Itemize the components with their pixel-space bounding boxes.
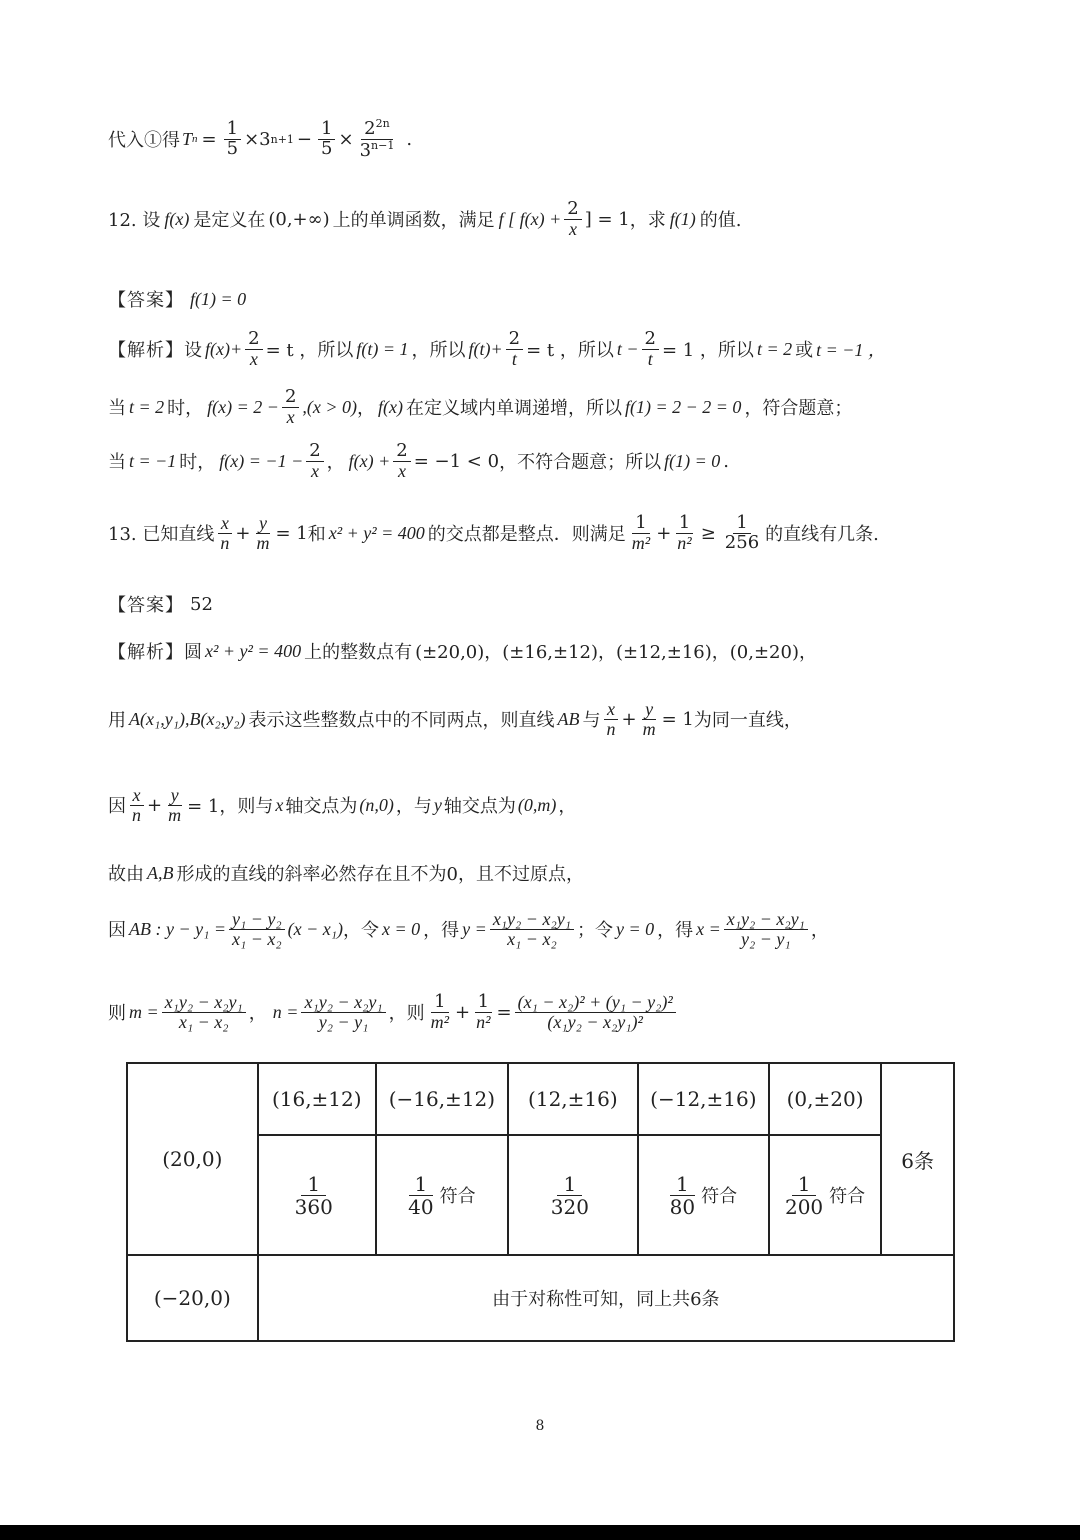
fraction: $\frac{2^{2n}}{3^{n-1}}$	[359, 117, 395, 161]
question-13-analysis-line-1: 【解析】 圆 x² + y² = 400 上的整数点有 (±20,0)，(±16,±12)，(±12,±16)，(0,±20)，	[108, 640, 817, 663]
fraction: $\frac{\text{x₁y₂ − x₂y₁}}{\text{y₂ − y₁}}$	[301, 993, 385, 1032]
fraction: $\frac{1}{320}$	[550, 1171, 589, 1219]
question-12-answer: 【答案】 f(1) = 0	[108, 288, 247, 311]
question-13: 13. 已知直线 $\frac{x}{n}$ + $\frac{y}{m}$ = 1 和 x² + y² = 400 的交点都是整点．则满足 $\frac{1}{\text{m²}}$ + $\frac{1}{\text{n²}}$ ≥ $\frac{1}{256}$ 的直线有几条.	[108, 512, 879, 553]
row-label: (20,0)	[127, 1063, 258, 1255]
header-cell: (0,±20)	[769, 1063, 881, 1135]
fraction: $\frac{2}{x}$	[282, 388, 299, 427]
fraction: $\frac{\text{(x₁ − x₂)² + (y₁ − y₂)²}}{\text{(x₁y₂ − x₂y₁)²}}$	[515, 993, 676, 1032]
bottom-bar	[0, 1525, 1080, 1540]
fraction: $\frac{1}{\text{m²}}$	[631, 512, 651, 553]
fraction: $\frac{1}{\text{n²}}$	[677, 512, 692, 553]
fraction: $\frac{1}{\text{n²}}$	[476, 991, 491, 1032]
table-row	[127, 1255, 954, 1341]
value-cell: $\frac{1}{40}$ 符合	[376, 1135, 508, 1255]
question-12-analysis-line-3: 当 t = −1 时， f(x) = −1 − $\frac{2}{x}$ ， f(x) + $\frac{2}{x}$ = −1 < 0 ，不符合题意；所以 f(1) = 0 .	[108, 440, 729, 481]
fraction: $\frac{y}{m}$	[642, 699, 656, 739]
fraction: $\frac{1}{5}$	[224, 120, 241, 159]
fraction: $\frac{1}{5}$	[318, 120, 335, 159]
header-cell: (12,±16)	[508, 1063, 638, 1135]
value-cell	[258, 1135, 376, 1255]
fraction: $\frac{\text{x₁y₂ − x₂y₁}}{\text{x₁ − x₂}}$	[162, 993, 246, 1032]
fraction: $\frac{y}{m}$	[256, 513, 270, 553]
solution-table	[126, 1062, 955, 1342]
header-cell: (16,±12)	[258, 1063, 376, 1135]
fraction: $\frac{1}{40}$	[408, 1171, 434, 1219]
fraction: $\frac{1}{200}$	[784, 1171, 824, 1219]
fraction: $\frac{\text{x₁y₂ − x₂y₁}}{\text{y₂ − y₁}}$	[724, 910, 808, 949]
count-cell: 6条	[881, 1063, 954, 1255]
fraction: $\frac{2}{x}$	[245, 330, 262, 369]
fraction: $\frac{x}{n}$	[603, 700, 618, 739]
fraction: $\frac{y}{m}$	[168, 785, 182, 825]
fraction: $\frac{2}{x}$	[564, 200, 581, 239]
fraction: $\frac{1}{360}$	[294, 1171, 333, 1219]
header-cell: (−16,±12)	[376, 1063, 508, 1135]
value-cell: $\frac{1}{200}$ 符合	[769, 1135, 881, 1255]
question-12-analysis-line-2: 当 t = 2 时， f(x) = 2 − $\frac{2}{x}$ ,(x > 0) ， f(x) 在定义域内单调递增，所以 f(1) = 2 − 2 = 0 ，符合题意；	[108, 386, 853, 427]
fraction: $\frac{1}{80}$	[669, 1171, 696, 1219]
value-cell: $\frac{1}{80}$ 符合	[638, 1135, 769, 1255]
question-13-analysis-line-2: 用 A(x₁,y₁),B(x₂,y₂) 表示这些整数点中的不同两点，则直线 AB 与 $\frac{x}{n}$ + $\frac{y}{m}$ = 1 为同一直线，	[108, 699, 802, 739]
question-13-analysis-line-6: 则 m = $\frac{\text{x₁y₂ − x₂y₁}}{\text{x₁ − x₂}}$ ， n = $\frac{\text{x₁y₂ − x₂y₁}}{\text{y₂ − y₁}}$ ，则 $\frac{1}{\text{m²}}$ + $\frac{1}{\text{n²}}$ = $\frac{\text{(x₁ − x₂)² + (y₁ − y₂)²}}{\text{(x₁y₂ − x₂y₁)²}}$	[108, 993, 679, 1032]
fraction: $\frac{x}{n}$	[129, 786, 144, 825]
fraction: $\frac{2}{t}$	[506, 330, 523, 369]
fraction: $\frac{2}{x}$	[306, 442, 323, 481]
table-row	[127, 1063, 954, 1135]
row-label: (−20,0)	[127, 1255, 258, 1341]
symmetry-note: 由于对称性可知，同上共6条	[258, 1255, 954, 1341]
question-13-analysis-line-4: 故由 A,B 形成的直线的斜率必然存在且不为0，且不过原点，	[108, 862, 584, 885]
question-13-answer: 【答案】 52	[108, 593, 213, 616]
value-cell	[508, 1135, 638, 1255]
fraction: $\frac{2}{t}$	[642, 330, 659, 369]
question-12: 12. 设 f(x) 是定义在 (0,+∞) 上的单调函数，满足 f [ f(x) + $\frac{2}{x}$ ] = 1 ，求 f(1) 的值.	[108, 198, 742, 239]
page-number: 8	[535, 1418, 545, 1434]
header-cell: (−12,±16)	[638, 1063, 769, 1135]
fraction: $\frac{x}{n}$	[217, 514, 232, 553]
fraction: $\frac{1}{\text{m²}}$	[430, 991, 449, 1032]
fraction: $\frac{1}{256}$	[724, 512, 760, 553]
question-13-analysis-line-3: 因 $\frac{x}{n}$ + $\frac{y}{m}$ = 1，则与 x 轴交点为 (n,0) ，与 y 轴交点为 (0,m) ，	[108, 785, 577, 825]
fraction: $\frac{2}{x}$	[393, 442, 410, 481]
question-12-analysis-line-1: 【解析】 设 f(x)+ $\frac{2}{x}$ = t ，所以 f(t) = 1 ，所以 f(t)+ $\frac{2}{t}$ = t ，所以 t − $\frac{2}{t}$ = 1 ，所以 t = 2 或 t = −1 ，	[108, 328, 886, 369]
fraction: $\frac{\text{y₁ − y₂}}{\text{x₁ − x₂}}$	[229, 910, 285, 949]
question-13-analysis-line-5: 因 AB : y − y₁ = $\frac{\text{y₁ − y₂}}{\text{x₁ − x₂}}$ (x − x₁) ，令 x = 0 ，得 y = $\frac{\text{x₁y₂ − x₂y₁}}{\text{x₁ − x₂}}$ ；令 y = 0 ，得 x = $\frac{\text{x₁y₂ − x₂y₁}}{\text{y₂ − y₁}}$ ，	[108, 909, 829, 949]
prev-solution-line: 代入①得 T n = $\frac{1}{5}$ × 3 n+1 − $\frac{1}{5}$ × $\frac{2^{2n}}{3^{n-1}}$ .	[108, 117, 413, 161]
fraction: $\frac{\text{x₁y₂ − x₂y₁}}{\text{x₁ − x₂}}$	[490, 910, 574, 949]
